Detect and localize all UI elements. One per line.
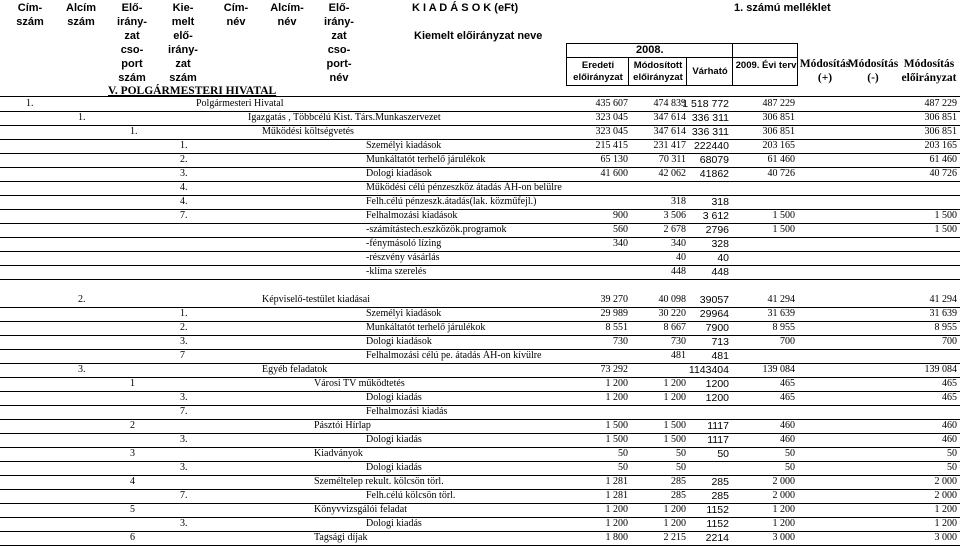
row-value-v2: 30 220 <box>658 308 686 319</box>
row-value-v2: 347 614 <box>653 112 686 123</box>
row-number: 7. <box>180 210 188 221</box>
row-value-v3: 318 <box>711 196 729 208</box>
header-vrule <box>732 43 733 86</box>
row-value-v7: 460 <box>942 420 957 431</box>
table-row <box>0 448 960 462</box>
row-value-v3: 39057 <box>699 294 729 306</box>
row-label: Személyi kiadások <box>366 308 442 319</box>
header-vrule <box>686 57 687 86</box>
table-row <box>0 126 960 140</box>
row-label: Dologi kiadás <box>366 518 422 529</box>
row-value-v3: 285 <box>711 476 729 488</box>
row-number: 4 <box>130 476 135 487</box>
row-value-v4: 50 <box>785 462 795 473</box>
row-value-v1: 65 130 <box>600 154 628 165</box>
header-col-label: szám <box>16 16 44 28</box>
table-row <box>0 322 960 336</box>
header-col-label: irány- <box>117 16 147 28</box>
row-label: Dologi kiadások <box>366 168 432 179</box>
row-number: 3. <box>180 518 188 529</box>
row-value-v7: 460 <box>942 434 957 445</box>
row-value-v7: 465 <box>942 378 957 389</box>
header-col-label: Elő- <box>121 2 143 14</box>
row-value-v3: 1200 <box>705 378 729 390</box>
header-col-label: név <box>329 72 349 84</box>
row-value-v3: 68079 <box>699 154 729 166</box>
row-value-v1: 323 045 <box>595 112 628 123</box>
row-value-v1: 215 415 <box>595 140 628 151</box>
row-number: 7 <box>180 350 185 361</box>
row-value-v1: 1 281 <box>605 476 628 487</box>
row-value-v4: 2 000 <box>772 490 795 501</box>
row-value-v7: 2 000 <box>934 490 957 501</box>
table-row <box>0 364 960 378</box>
row-value-v4: 460 <box>780 420 795 431</box>
row-label: Felh.célú kölcsön törl. <box>366 490 456 501</box>
table-row <box>0 532 960 546</box>
table-row <box>0 434 960 448</box>
row-value-v2: 318 <box>671 196 686 207</box>
row-value-v3: 1152 <box>706 518 729 530</box>
row-value-v3: 481 <box>711 350 729 362</box>
row-label: Egyéb feladatok <box>262 364 328 375</box>
row-value-v2: 42 062 <box>658 168 686 179</box>
row-value-v3: 1 518 772 <box>682 98 729 110</box>
row-value-v3: 2214 <box>705 532 729 544</box>
row-label: Dologi kiadás <box>366 462 422 473</box>
table-row <box>0 294 960 308</box>
row-label: Könyvvizsgálói feladat <box>314 504 408 515</box>
row-value-v1: 1 500 <box>605 420 628 431</box>
row-value-v7: 3 000 <box>934 532 957 543</box>
col-modified-2: előirányzat <box>633 72 683 83</box>
row-value-v4: 8 955 <box>772 322 795 333</box>
table-row <box>0 238 960 252</box>
row-value-v2: 1 500 <box>663 420 686 431</box>
row-label: -klíma szerelés <box>366 266 427 277</box>
row-value-v3: 448 <box>711 266 729 278</box>
row-label: Polgármesteri Hivatal <box>196 98 284 109</box>
row-value-v2: 50 <box>676 462 686 473</box>
row-value-v1: 1 200 <box>605 504 628 515</box>
row-label: Munkáltatót terhelő járulékok <box>366 322 486 333</box>
row-label: Kiadványok <box>314 448 363 459</box>
row-number: 2 <box>130 420 135 431</box>
row-value-v2: 285 <box>671 490 686 501</box>
row-value-v1: 1 800 <box>605 532 628 543</box>
row-number: 3. <box>180 392 188 403</box>
row-value-v3: 1117 <box>707 420 729 432</box>
row-value-v7: 306 851 <box>924 112 957 123</box>
row-value-v2: 40 <box>676 252 686 263</box>
row-value-v4: 203 165 <box>762 140 795 151</box>
row-label: -fénymásoló lízing <box>366 238 442 249</box>
row-number: 3. <box>180 336 188 347</box>
row-value-v2: 50 <box>676 448 686 459</box>
row-value-v7: 139 084 <box>924 364 957 375</box>
table-row <box>0 504 960 518</box>
header-col-label: Elő- <box>328 2 350 14</box>
row-value-v1: 730 <box>613 336 628 347</box>
row-value-v2: 70 311 <box>658 154 686 165</box>
row-value-v2: 2 678 <box>663 224 686 235</box>
row-number: 5 <box>130 504 135 515</box>
col-original-1: Eredeti <box>581 60 615 71</box>
header-col-label: irány- <box>168 44 198 56</box>
col-mod-total-1: Módosítás <box>903 58 955 70</box>
row-label: Személtelep rekult. kölcsön törl. <box>314 476 444 487</box>
row-label: Működési költségvetés <box>262 126 354 137</box>
row-number: 1. <box>180 140 188 151</box>
header-col-label: melt <box>171 16 195 28</box>
table-row <box>0 518 960 532</box>
table-row <box>0 266 960 280</box>
row-value-v2: 1 200 <box>663 518 686 529</box>
row-value-v4: 3 000 <box>772 532 795 543</box>
row-value-v2: 1 200 <box>663 504 686 515</box>
row-label: Városi TV működtetés <box>314 378 405 389</box>
row-value-v1: 900 <box>613 210 628 221</box>
row-value-v3: 1152 <box>706 504 729 516</box>
row-value-v4: 487 229 <box>762 98 795 109</box>
table-row <box>0 476 960 490</box>
row-value-v3: 713 <box>711 336 729 348</box>
row-value-v1: 1 200 <box>605 392 628 403</box>
row-label: -számítástech.eszközök.programok <box>366 224 507 235</box>
row-number: 2. <box>78 294 86 305</box>
col-mod-minus-1: Módosítás <box>847 58 899 70</box>
row-label: Felhalmozási kiadások <box>366 210 458 221</box>
row-rule <box>0 279 960 280</box>
header-col-label: név <box>226 16 246 28</box>
header-col-label: port <box>121 58 143 70</box>
header-col-label: Cím- <box>223 2 249 14</box>
row-label: Működési célú pénzeszköz átadás ÁH-on belülre <box>366 182 562 193</box>
row-label: Tagsági díjak <box>314 532 368 543</box>
row-value-v1: 29 989 <box>600 308 628 319</box>
row-value-v1: 340 <box>613 238 628 249</box>
header-rule <box>566 85 798 86</box>
table-row <box>0 210 960 224</box>
header-col-label: Cím- <box>17 2 43 14</box>
row-value-v1: 1 200 <box>605 378 628 389</box>
table-row <box>0 140 960 154</box>
header-col-label: port- <box>326 58 352 70</box>
header-col-label: zat <box>331 30 347 42</box>
row-value-v2: 285 <box>671 476 686 487</box>
row-value-v4: 700 <box>780 336 795 347</box>
table-row <box>0 378 960 392</box>
row-value-v3: 1200 <box>705 392 729 404</box>
table-row <box>0 168 960 182</box>
col-mod-plus-2: (+) <box>817 72 833 84</box>
table-row <box>0 98 960 112</box>
row-value-v1: 1 500 <box>605 434 628 445</box>
table-row <box>0 154 960 168</box>
row-value-v7: 61 460 <box>929 154 957 165</box>
header-col-label: zat <box>175 58 191 70</box>
row-value-v7: 40 726 <box>929 168 957 179</box>
col-plan: 2009. Évi terv <box>735 60 797 71</box>
row-label: Felhalmozási célú pe. átadás ÁH-on kívülre <box>366 350 542 361</box>
row-value-v7: 41 294 <box>929 294 957 305</box>
row-label: Igazgatás , Többcélú Kist. Társ.Munkaszervezet <box>248 112 441 123</box>
row-value-v4: 50 <box>785 448 795 459</box>
header-col-label: szám <box>118 72 146 84</box>
row-value-v4: 460 <box>780 434 795 445</box>
header-col-label: cso- <box>327 44 351 56</box>
row-label: Felhalmozási kiadás <box>366 406 448 417</box>
col-mod-minus-2: (-) <box>867 72 879 84</box>
row-value-v4: 139 084 <box>762 364 795 375</box>
row-value-v7: 700 <box>942 336 957 347</box>
row-value-v2: 1 200 <box>663 378 686 389</box>
row-value-v1: 1 281 <box>605 490 628 501</box>
table-row <box>0 406 960 420</box>
row-value-v3: 40 <box>717 252 729 264</box>
row-value-v1: 8 551 <box>605 322 628 333</box>
row-value-v4: 1 500 <box>772 210 795 221</box>
row-number: 4. <box>180 196 188 207</box>
department-title: V. POLGÁRMESTERI HIVATAL <box>108 85 277 97</box>
row-value-v3: 3 612 <box>702 210 729 222</box>
table-row <box>0 308 960 322</box>
row-value-v4: 465 <box>780 392 795 403</box>
header-col-label: szám <box>67 16 95 28</box>
row-value-v2: 8 667 <box>663 322 686 333</box>
row-number: 3. <box>180 168 188 179</box>
row-value-v1: 41 600 <box>600 168 628 179</box>
row-value-v4: 1 500 <box>772 224 795 235</box>
row-value-v1: 73 292 <box>600 364 628 375</box>
header-rule <box>566 43 798 44</box>
header-col-label: zat <box>124 30 140 42</box>
row-value-v4: 41 294 <box>767 294 795 305</box>
row-value-v2: 340 <box>671 238 686 249</box>
row-value-v1: 435 607 <box>595 98 628 109</box>
row-number: 1 <box>130 378 135 389</box>
row-value-v3: 1117 <box>707 434 729 446</box>
col-mod-total-2: előirányzat <box>901 72 957 84</box>
table-row <box>0 490 960 504</box>
row-value-v7: 306 851 <box>924 126 957 137</box>
row-value-v3: 222440 <box>693 140 729 152</box>
row-number: 1. <box>180 308 188 319</box>
row-number: 1. <box>26 98 34 109</box>
header-col-label: Alcím <box>66 2 96 14</box>
row-value-v1: 323 045 <box>595 126 628 137</box>
row-value-v3: 2796 <box>705 224 729 236</box>
table-row <box>0 196 960 210</box>
row-value-v1: 50 <box>618 448 628 459</box>
table-row <box>0 392 960 406</box>
row-value-v7: 8 955 <box>934 322 957 333</box>
col-original-2: előirányzat <box>573 72 623 83</box>
row-value-v4: 306 851 <box>762 112 795 123</box>
header-col-label: elő- <box>173 30 193 42</box>
row-number: 2. <box>180 154 188 165</box>
header-vrule <box>797 43 798 86</box>
row-value-v2: 730 <box>671 336 686 347</box>
row-value-v7: 1 500 <box>934 210 957 221</box>
row-value-v2: 231 417 <box>653 140 686 151</box>
col-mod-plus-1: Módosítás <box>799 58 851 70</box>
row-value-v3: 1143404 <box>688 364 729 376</box>
highlighted-name-label: Kiemelt előirányzat neve <box>414 30 543 42</box>
row-number: 1. <box>130 126 138 137</box>
row-label: Személyi kiadások <box>366 140 442 151</box>
row-label: Dologi kiadás <box>366 434 422 445</box>
row-value-v4: 1 200 <box>772 518 795 529</box>
row-value-v4: 306 851 <box>762 126 795 137</box>
table-row <box>0 252 960 266</box>
row-number: 3. <box>78 364 86 375</box>
row-value-v2: 347 614 <box>653 126 686 137</box>
year-label: 2008. <box>636 44 664 56</box>
row-value-v2: 474 839 <box>653 98 686 109</box>
header-col-label: irány- <box>324 16 354 28</box>
row-label: Pásztói Hírlap <box>314 420 371 431</box>
row-number: 6 <box>130 532 135 543</box>
table-row <box>0 462 960 476</box>
header-vrule <box>628 57 629 86</box>
row-value-v4: 61 460 <box>767 154 795 165</box>
table-row <box>0 112 960 126</box>
row-value-v2: 1 500 <box>663 434 686 445</box>
row-value-v7: 31 639 <box>929 308 957 319</box>
row-value-v2: 448 <box>671 266 686 277</box>
row-number: 1. <box>78 112 86 123</box>
row-value-v7: 1 500 <box>934 224 957 235</box>
row-number: 3. <box>180 434 188 445</box>
row-value-v3: 285 <box>711 490 729 502</box>
header-col-label: Kie- <box>172 2 194 14</box>
row-number: 3. <box>180 462 188 473</box>
row-label: Dologi kiadás <box>366 392 422 403</box>
col-expected: Várható <box>692 66 728 77</box>
table-row <box>0 350 960 364</box>
row-value-v3: 41862 <box>699 168 729 180</box>
header-col-label: szám <box>169 72 197 84</box>
row-value-v3: 336 311 <box>691 112 729 124</box>
row-label: Felh.célú pénzeszk.átadás(lak. közműfejl.) <box>366 196 537 207</box>
header-col-label: Alcím- <box>270 2 304 14</box>
row-label: Munkáltatót terhelő járulékok <box>366 154 486 165</box>
row-value-v4: 40 726 <box>767 168 795 179</box>
row-value-v7: 50 <box>947 448 957 459</box>
row-value-v2: 481 <box>671 350 686 361</box>
row-number: 2. <box>180 322 188 333</box>
row-number: 7. <box>180 490 188 501</box>
row-number: 3 <box>130 448 135 459</box>
doc-title: K I A D Á S O K (eFt) <box>412 2 519 14</box>
row-value-v7: 1 200 <box>934 518 957 529</box>
row-label: Dologi kiadások <box>366 336 432 347</box>
row-label: Képviselő-testület kiadásai <box>262 294 371 305</box>
row-value-v3: 328 <box>711 238 729 250</box>
row-value-v1: 1 200 <box>605 518 628 529</box>
row-value-v7: 203 165 <box>924 140 957 151</box>
row-value-v4: 1 200 <box>772 504 795 515</box>
row-number: 7. <box>180 406 188 417</box>
row-label: -részvény vásárlás <box>366 252 440 263</box>
row-value-v4: 465 <box>780 378 795 389</box>
row-value-v7: 2 000 <box>934 476 957 487</box>
row-value-v7: 50 <box>947 462 957 473</box>
col-modified-1: Módosított <box>633 60 683 71</box>
row-value-v7: 465 <box>942 392 957 403</box>
row-value-v1: 50 <box>618 462 628 473</box>
table-row <box>0 420 960 434</box>
row-value-v4: 31 639 <box>767 308 795 319</box>
row-value-v1: 560 <box>613 224 628 235</box>
row-value-v2: 2 215 <box>663 532 686 543</box>
annex-label: 1. számú melléklet <box>734 2 831 14</box>
row-value-v1: 39 270 <box>600 294 628 305</box>
row-value-v3: 336 311 <box>691 126 729 138</box>
header-rule <box>566 57 798 58</box>
header-col-label: cso- <box>120 44 144 56</box>
row-value-v3: 7900 <box>705 322 729 334</box>
table-row <box>0 224 960 238</box>
header-col-label: név <box>277 16 297 28</box>
header-vrule <box>566 43 567 86</box>
row-value-v2: 1 200 <box>663 392 686 403</box>
row-value-v3: 50 <box>717 448 729 460</box>
row-number: 4. <box>180 182 188 193</box>
table-row <box>0 336 960 350</box>
row-value-v4: 2 000 <box>772 476 795 487</box>
row-value-v2: 40 098 <box>658 294 686 305</box>
row-value-v3: 29964 <box>699 308 729 320</box>
row-value-v7: 487 229 <box>924 98 957 109</box>
row-value-v2: 3 506 <box>663 210 686 221</box>
row-value-v7: 1 200 <box>934 504 957 515</box>
table-row <box>0 182 960 196</box>
